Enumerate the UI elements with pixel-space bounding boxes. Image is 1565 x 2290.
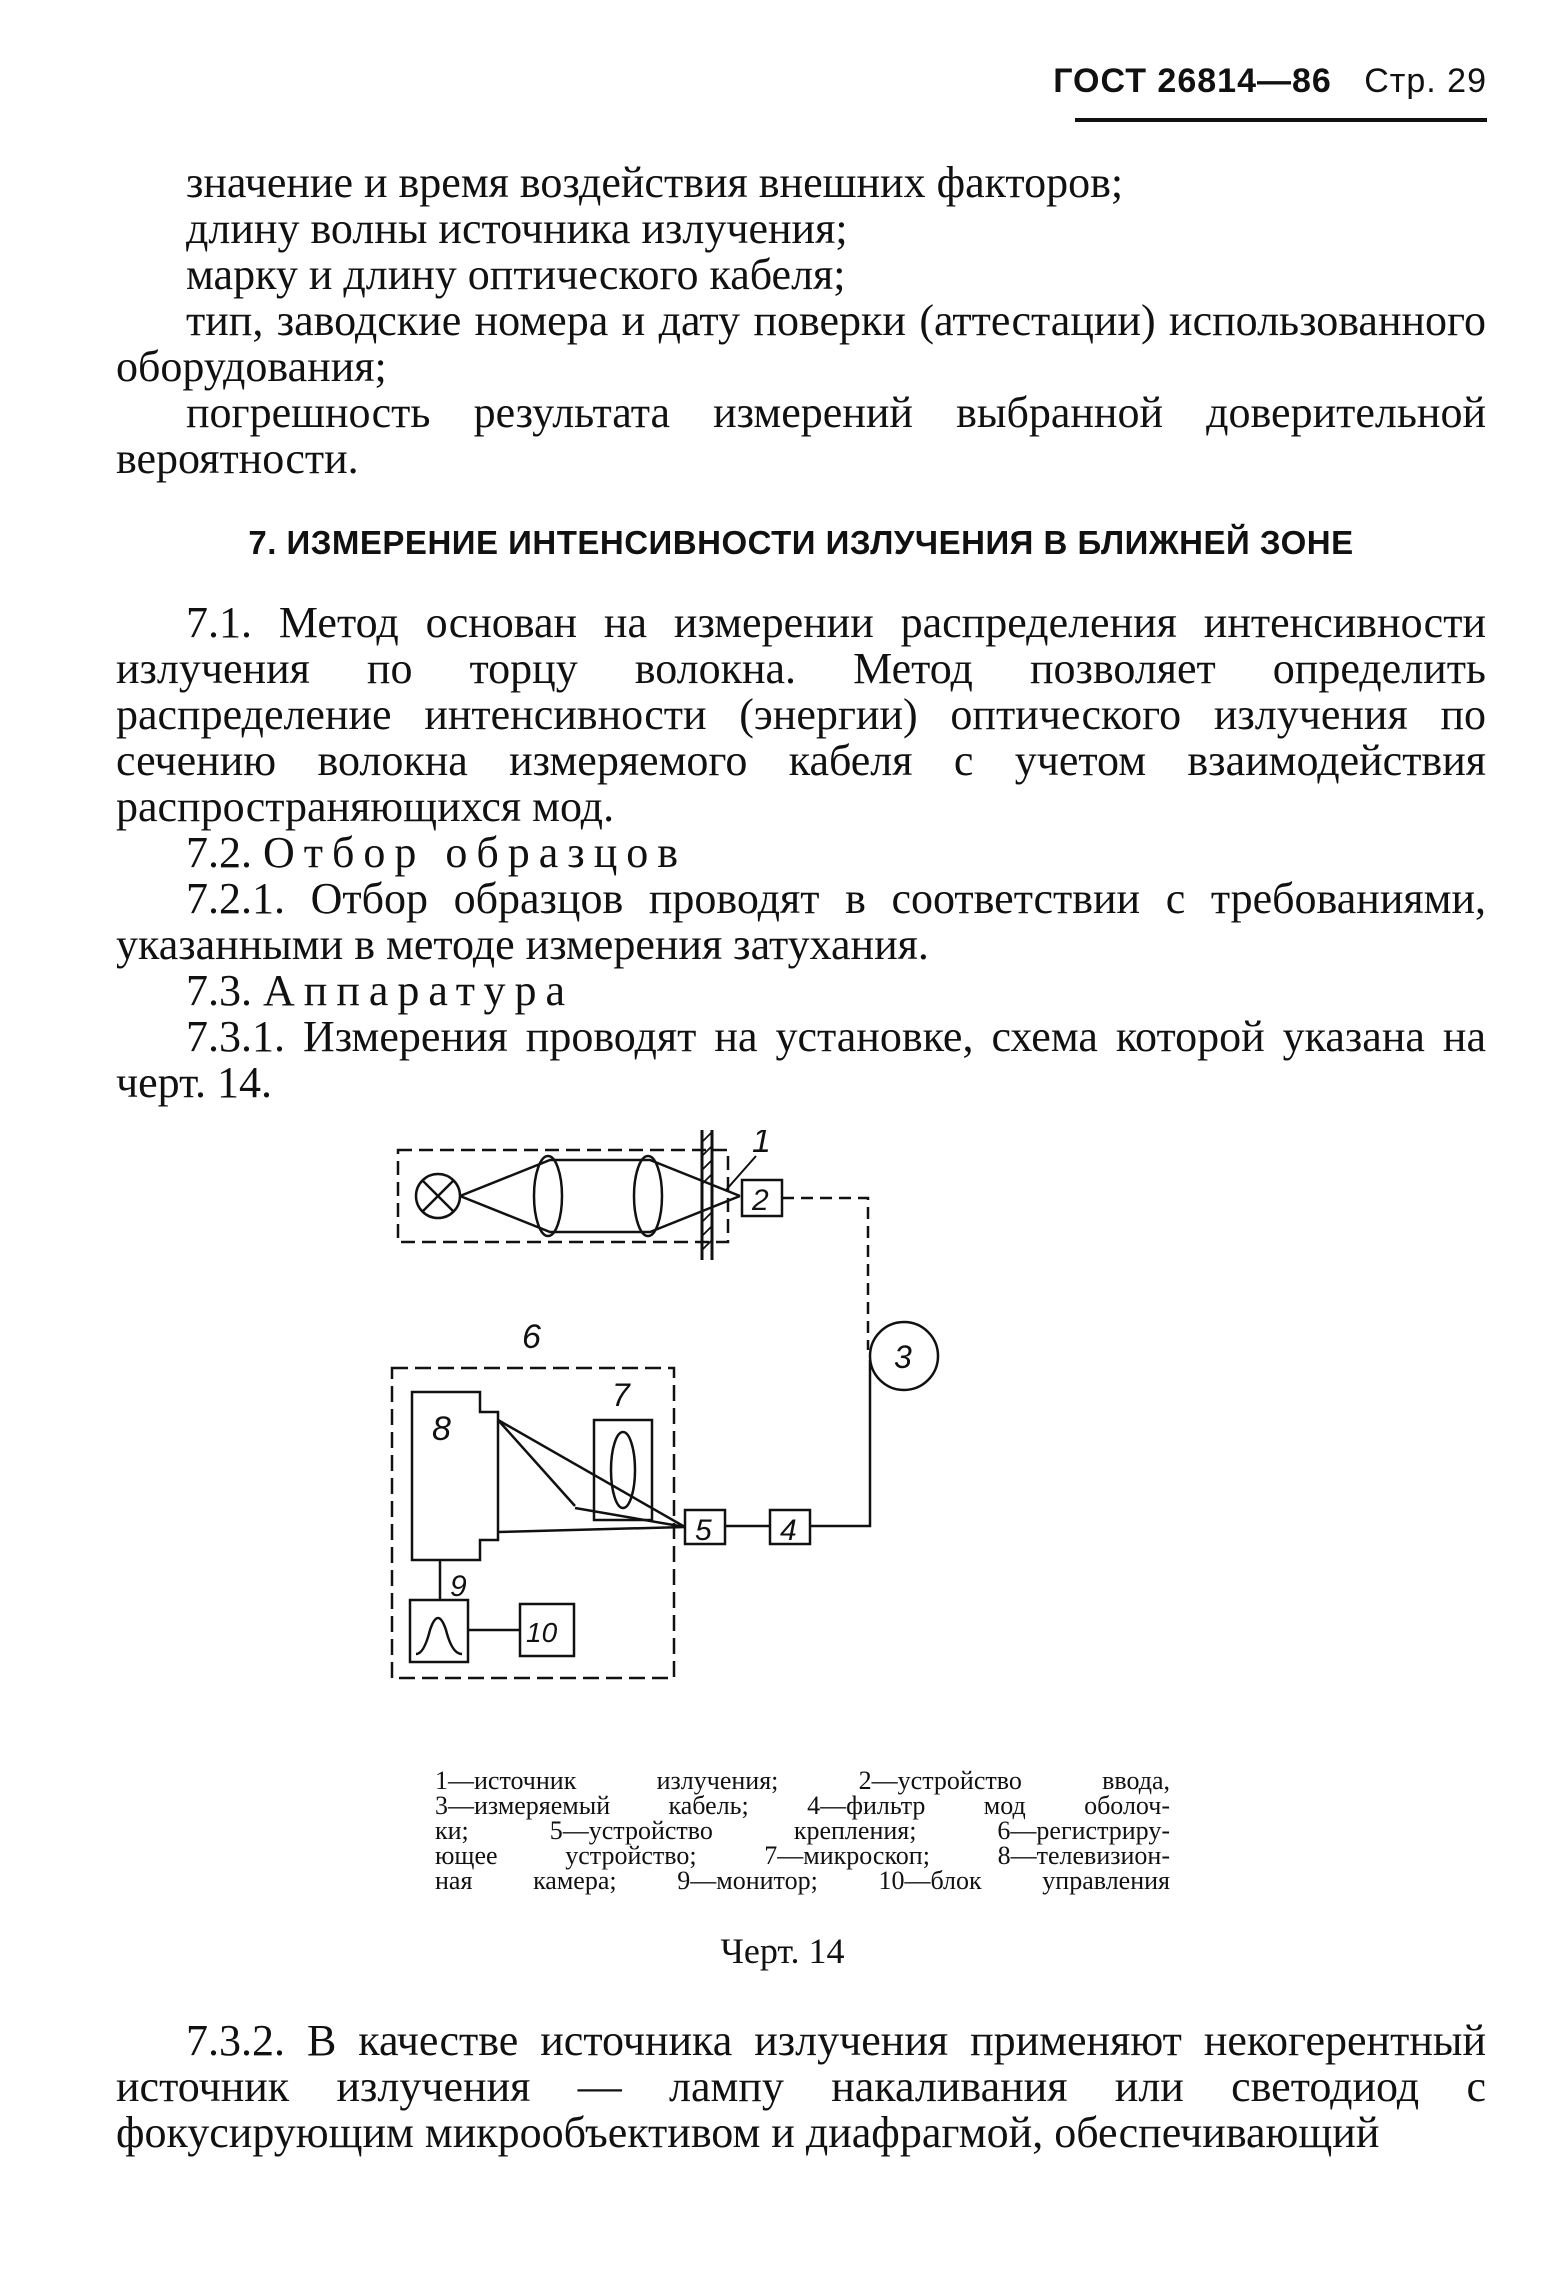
label-4: 4 [780,1514,797,1547]
paragraph-7-1: 7.1. Метод основан на измерении распределения интенсивности излучения по торцу волокна. Метод позволяет определить распределение интенсивности (энергии) оптического излучения по сечению волокна измеряемого кабеля с учетом взаимодействия распространяющихся мод. [116,598,1486,831]
cable-dashed [782,1198,868,1350]
page-number: Стр. 29 [1364,62,1487,100]
microscope-box-7 [594,1420,652,1520]
intro-line: тип, заводские номера и дату поверки (аттестации) использованного оборудования; [116,296,1486,391]
standard-number: ГОСТ 26814—86 [1053,62,1332,100]
label-5: 5 [695,1514,712,1547]
figure-caption: Черт. 14 [720,1931,845,1971]
intro-line: длину волны источника излучения; [186,204,848,253]
cable-line [810,1360,870,1526]
label-3: 3 [894,1339,912,1375]
label-6: 6 [522,1318,541,1356]
legend-line: ющее устройство; 7—микроскоп; 8—телевизион- [435,1841,1170,1870]
beam-upper [460,1160,740,1196]
paragraph-number: 7.3. [186,966,252,1015]
beam-cross [498,1527,685,1532]
paragraph-7-3-1: 7.3.1. Измерения проводят на установке, схема которой указана на черт. 14. [116,1012,1486,1107]
subsection-title: Аппаратура [263,966,574,1015]
page-header [1053,62,1487,101]
main-text [116,160,1486,1106]
paragraph-7-3 [116,968,1486,1014]
label-10: 10 [526,1617,558,1648]
label-8: 8 [432,1410,451,1448]
measurement-setup-diagram [380,1130,1200,1760]
camera-body-8 [412,1392,498,1560]
bottom-text [116,2018,1486,2156]
paragraph-7-2-1: 7.2.1. Отбор образцов проводят в соответствии с требованиями, указанными в методе измерения затухания. [116,874,1486,969]
paragraph-number: 7.2. [186,828,252,877]
header-rule [1075,118,1487,122]
label-2: 2 [752,1184,769,1217]
label-1: 1 [752,1130,771,1160]
subsection-title: Отбор образцов [263,828,688,877]
monitor-signal [416,1618,462,1654]
legend-line: ная камера; 9—монитор; 10—блок управления [435,1866,1170,1895]
intro-line: погрешность результата измерений выбранной доверительной вероятности. [116,388,1486,483]
legend-line: 3—измеряемый кабель; 4—фильтр мод оболоч- [435,1791,1170,1820]
section-title: 7. ИЗМЕРЕНИЕ ИНТЕНСИВНОСТИ ИЗЛУЧЕНИЯ В БЛИЖНЕЙ ЗОНЕ [248,524,1354,561]
lens-2 [634,1156,662,1236]
lens-1 [534,1156,562,1236]
paragraph-7-2 [116,830,1486,876]
legend-line: 1—источник излучения; 2—устройство ввода, [435,1766,1170,1795]
figure-legend [435,1768,1170,1893]
label-9: 9 [450,1570,467,1603]
intro-line: значение и время воздействия внешних факторов; [186,158,1124,207]
intro-line: марку и длину оптического кабеля; [186,250,846,299]
paragraph-7-3-2: 7.3.2. В качестве источника излучения применяют некогерентный источник излучения — лампу накаливания или светодиод с фокусирующим микрообъективом и диафрагмой, обеспечивающий [116,2016,1486,2157]
label-7: 7 [612,1377,630,1413]
beam-cross [498,1420,575,1506]
beam-lower [460,1196,740,1232]
legend-line: ки; 5—устройство крепления; 6—регистриру- [435,1816,1170,1845]
